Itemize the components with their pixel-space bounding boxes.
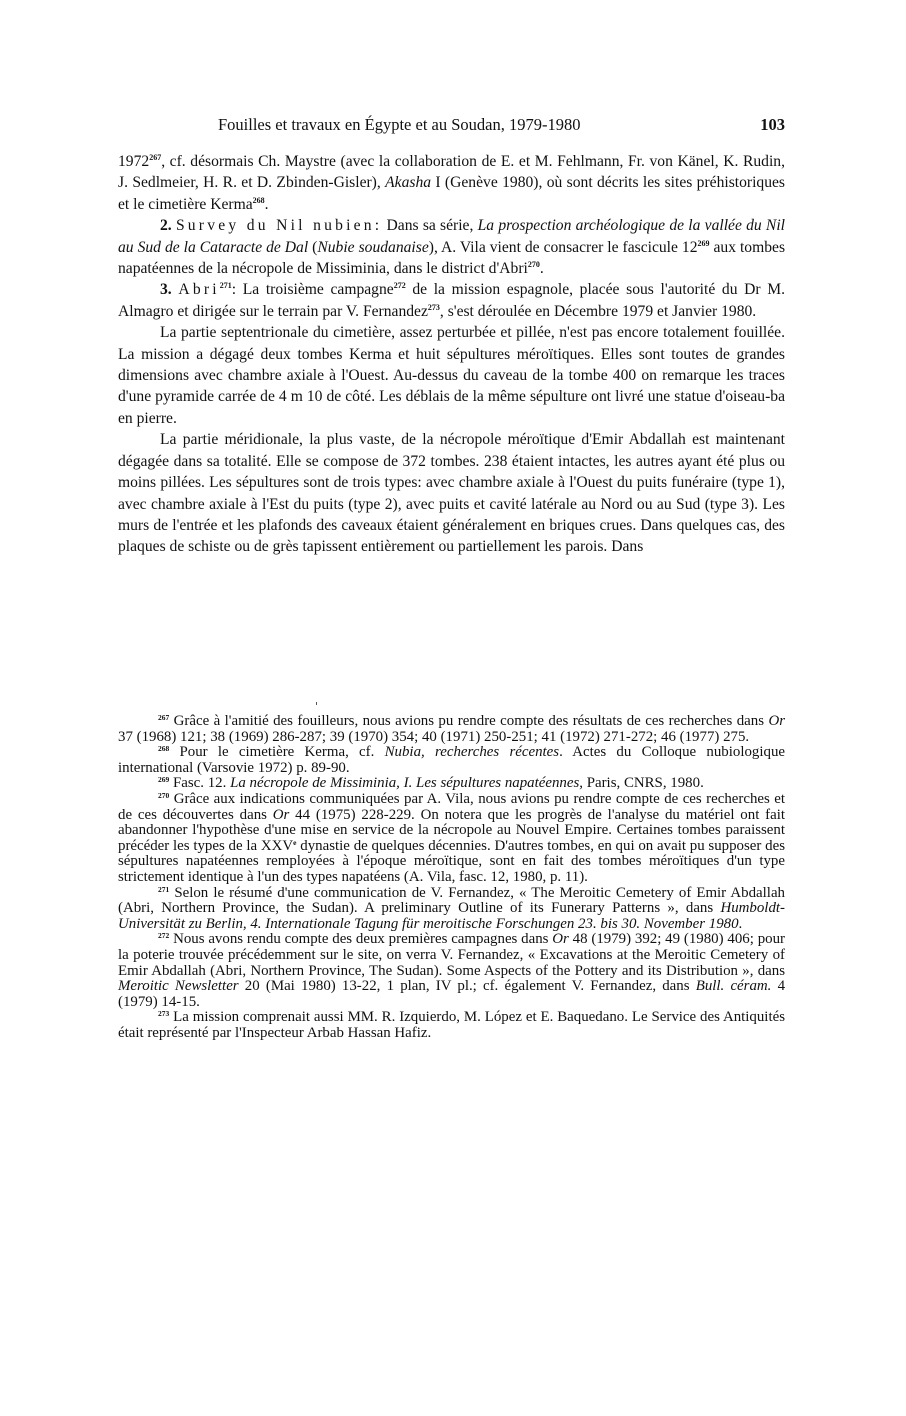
footnote-269: $^{269}$ Fasc. 12. La nécropole de Missiminia, I. Les sépultures napatéennes, Paris, CNRS, 1980. [158, 775, 704, 792]
page-header [118, 115, 785, 139]
print-fleck [316, 702, 317, 705]
footnote-271: $^{271}$ Selon le résumé d'une communication de V. Fernandez, « The Meroitic Cemetery of Emir Abdallah (Abri, Northern Province, the Sudan). A preliminary Outline of its Funerary Patterns », dans Humboldt-Universität zu Berlin, 4. Internationale Tagung für meroitische Forschungen 23. bis 30. November 1980. [118, 884, 785, 932]
footnote-272: $^{272}$ Nous avons rendu compte des deux premières campagnes dans Or 48 (1979) 392; 49 (1980) 406; pour la poterie trouvée précédemment sur le site, on verra V. Fernandez, « Excavations at the Meroitic Cemetery of Emir Abdallah (Abri, Northern Province, The Sudan). Some Aspects of the Pottery and its Distribution », dans Meroitic Newsletter 20 (Mai 1980) 13-22, 1 plan, IV pl.; cf. également V. Fernandez, dans Bull. céram. 4 (1979) 14-15. [118, 931, 786, 1010]
main-text [118, 151, 785, 558]
paragraph-akasha: 1972$^{267}$, cf. désormais Ch. Maystre (avec la collaboration de E. et M. Fehlmann, Fr. von Känel, K. Rudin, J. Sedlmeier, H. R. et D. Zbinden-Gisler), Akasha I (Genève 1980), où sont décrits les sites préhistoriques et le cimetière Kerma$^{268}$. [118, 153, 786, 213]
footnote-ref: 269 [697, 238, 710, 248]
footnote-270: $^{270}$ Grâce aux indications communiquées par A. Vila, nous avions pu rendre compte de ces recherches et de ces découvertes dans Or 44 (1975) 228-229. On notera que les progrès de l'analyse du matériel ont fait abandonner l'hypothèse d'une mise en service de la nécropole au Nouvel Empire. Certaines tombes paraissent précéder les types de la XXVe dynastie de quelques décennies. D'autres tombes, en qui on avait pu supposer des sépultures napatéennes remployées à l'époque méroïtique, sont en fait des tombes méroïtiques d'un type strictement identique à l'un des types napatéens (A. Vila, fasc. 12, 1980, p. 11). [118, 790, 785, 885]
footnote-267: $^{267}$ Grâce à l'amitié des fouilleurs, nous avions pu rendre compte des résultats de ces recherches dans Or 37 (1968) 121; 38 (1969) 286-287; 39 (1970) 354; 40 (1971) 250-251; 41 (1972) 271-272; 46 (1977) 275. [118, 713, 785, 745]
paragraph-northern-cemetery: La partie septentrionale du cimetière, assez perturbée et pillée, n'est pas encore totalement fouillée. La mission a dégagé deux tombes Kerma et huit sépultures méroïtiques. Elles sont toutes de grandes dimensions avec chambre axiale à l'Ouest. Au-dessus du caveau de la tombe 400 on remarque les traces d'une pyramide carrée de 4 m 10 de côté. Les déblais de la même sépulture ont livré une statue d'oiseau-ba en pierre. [118, 324, 785, 427]
footnote-ref: 273 [427, 302, 440, 312]
paragraph-survey-nil-nubien: 2. Survey du Nil nubien: Dans sa série, La prospection archéologique de la vallée du Nil au Sud de la Cataracte de Dal (Nubie soudanaise), A. Vila vient de consacrer le fascicule $12^{269}$ aux tombes napatéennes de la nécropole de Missiminia, dans le district d'Abri$^{270}$. [118, 217, 786, 278]
footnote-ref: 272 [393, 281, 406, 291]
footnote-273: $^{273}$ La mission comprenait aussi MM. R. Izquierdo, M. López et E. Baquedano. Le Service des Antiquités était représenté par l'Inspecteur Arbab Hassan Hafiz. [118, 1009, 785, 1041]
paragraph-southern-cemetery: La partie méridionale, la plus vaste, de la nécropole méroïtique d'Emir Abdallah est maintenant dégagée dans sa totalité. Elle se compose de 372 tombes. 238 étaient intactes, les autres ayant été plus ou moins pillées. Les sépultures sont de trois types: avec chambre axiale à l'Ouest du puits funéraire (type 1), avec chambre axiale à l'Est du puits (type 2), avec puits et cavité latérale au Nord ou au Sud (type 3). Les murs de l'entrée et les plafonds des caveaux étaient généralement en briques crues. Dans quelques cas, des plaques de schiste ou de grès tapissent entièrement ou partiellement les parois. Dans [118, 431, 785, 556]
footnote-268: $^{268}$ Pour le cimetière Kerma, cf. Nubia, recherches récentes. Actes du Colloque nubiologique international (Varsovie 1972) p. 89-90. [118, 744, 786, 776]
footnote-ref: 271 [219, 281, 232, 291]
paragraph-abri: 3. Abri$^{271}$: La troisième campagne$^{272}$ de la mission espagnole, placée sous l'autorité du Dr M. Almagro et dirigée sur le terrain par V. Fernandez$^{273}$, s'est déroulée en Décembre 1979 et Janvier 1980. [118, 281, 786, 320]
section-heading: Survey du Nil nubien: [175, 217, 383, 235]
page-number: 103 [760, 115, 785, 134]
section-heading: Abri [178, 281, 220, 299]
footnote-ref: 268 [252, 195, 265, 205]
footnotes [118, 714, 785, 1041]
running-title: Fouilles et travaux en Égypte et au Soudan, 1979-1980 [218, 115, 581, 134]
footnote-ref: 270 [527, 260, 540, 270]
footnote-ref: 267 [149, 153, 162, 162]
